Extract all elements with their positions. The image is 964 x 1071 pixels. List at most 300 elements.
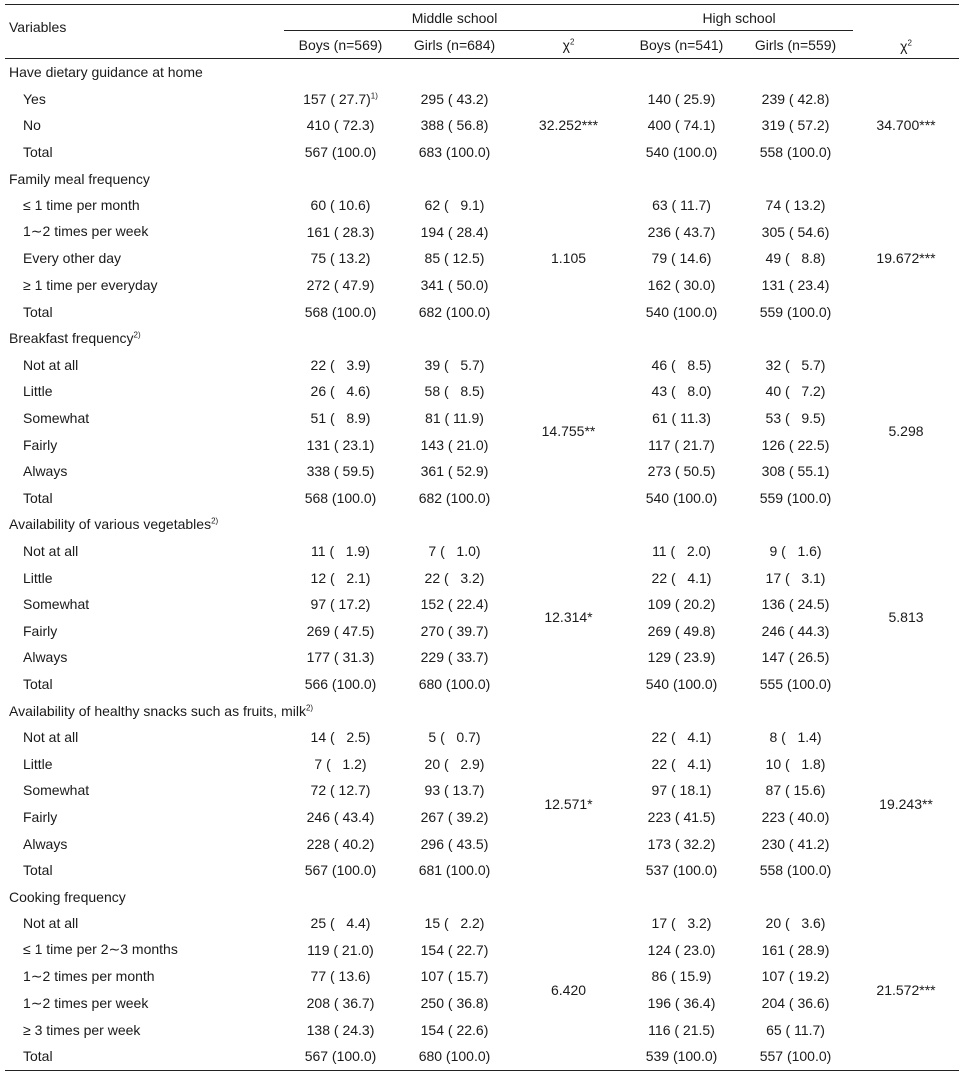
hs-boys-cell-value: 129 ( 23.9) — [647, 649, 716, 666]
ms-girls-cell-value: 15 ( 2.2) — [424, 915, 485, 932]
row-label: Not at all — [23, 915, 79, 932]
hs-boys-cell-value: 540 (100.0) — [645, 489, 718, 506]
hs-girls-cell — [738, 857, 853, 884]
hs-boys-cell — [625, 352, 738, 379]
hs-girls-cell — [738, 112, 853, 139]
ms-boys-cell — [284, 86, 397, 113]
table-row — [5, 405, 959, 432]
hs-girls-cell — [738, 990, 853, 1017]
hs-girls-cell-value: 53 ( 9.5) — [765, 410, 826, 427]
hs-girls-cell-value: 74 ( 13.2) — [765, 197, 826, 214]
hs-girls-cell-value: 32 ( 5.7) — [765, 356, 826, 373]
ms-boys-cell — [284, 458, 397, 485]
hs-girls-cell — [738, 671, 853, 698]
hs-girls-cell — [738, 139, 853, 166]
hs-girls-cell-value: 49 ( 8.8) — [765, 250, 826, 267]
hs-girls-cell — [738, 538, 853, 565]
ms-girls-cell — [397, 139, 512, 166]
section-title-row — [5, 325, 959, 352]
section-title-text: Family meal frequency — [9, 170, 150, 187]
ms-girls-cell-value: 143 ( 21.0) — [420, 436, 489, 453]
hs-boys-cell-value: 11 ( 2.0) — [652, 542, 711, 559]
table-row — [5, 724, 959, 751]
hs-boys-header: Boys (n=541) — [625, 31, 738, 59]
hs-girls-cell-value: 558 (100.0) — [759, 862, 832, 879]
hs-boys-cell-value: 117 ( 21.7) — [648, 436, 715, 453]
ms-girls-cell-value: 229 ( 33.7) — [420, 649, 489, 666]
hs-boys-cell-value: 61 ( 11.3) — [652, 410, 711, 427]
hs-girls-cell-value: 131 ( 23.4) — [761, 277, 830, 294]
hs-boys-cell-value: 22 ( 4.1) — [651, 729, 712, 746]
hs-boys-cell — [625, 671, 738, 698]
row-label: Fairly — [23, 436, 58, 453]
hs-boys-cell — [625, 617, 738, 644]
ms-girls-cell-value: 194 ( 28.4) — [420, 223, 489, 240]
hs-boys-cell — [625, 857, 738, 884]
table-row — [5, 431, 959, 458]
section-title — [5, 325, 959, 352]
ms-girls-cell — [397, 272, 512, 299]
table-body — [5, 59, 959, 1071]
row-label: Yes — [23, 90, 46, 107]
hs-boys-cell — [625, 378, 738, 405]
hs-girls-cell-value: 308 ( 55.1) — [761, 463, 830, 480]
hs-chi-cell: 34.700*** — [876, 117, 936, 134]
ms-girls-cell-value: 388 ( 56.8) — [420, 117, 489, 134]
table-row — [5, 990, 959, 1017]
hs-girls-cell — [738, 431, 853, 458]
hs-girls-cell-value: 555 (100.0) — [759, 675, 832, 692]
ms-girls-cell — [397, 86, 512, 113]
section-title-text: Cooking frequency — [9, 888, 126, 905]
ms-girls-cell — [397, 564, 512, 591]
hs-boys-cell-value: 63 ( 11.7) — [652, 197, 711, 214]
row-label: Always — [23, 649, 68, 666]
ms-girls-cell-value: 93 ( 13.7) — [424, 782, 485, 799]
ms-boys-cell-value: 12 ( 2.1) — [310, 569, 371, 586]
hs-boys-cell-value: 109 ( 20.2) — [647, 596, 716, 613]
table-row — [5, 750, 959, 777]
table-row — [5, 644, 959, 671]
hs-boys-cell-value: 540 (100.0) — [645, 303, 718, 320]
hs-girls-cell — [738, 724, 853, 751]
table-row — [5, 963, 959, 990]
hs-boys-cell — [625, 724, 738, 751]
ms-girls-cell-value: 341 ( 50.0) — [420, 277, 489, 294]
ms-chi-header: $\chi^2$ — [512, 31, 625, 59]
row-label: ≤ 1 time per month — [23, 197, 140, 214]
hs-girls-cell-value: 223 ( 40.0) — [761, 808, 830, 825]
ms-boys-cell-value: 161 ( 28.3) — [306, 223, 375, 240]
row-label: Total — [23, 489, 53, 506]
ms-girls-cell — [397, 219, 512, 246]
ms-boys-cell — [284, 671, 397, 698]
ms-boys-cell-value: 119 ( 21.0) — [307, 941, 374, 958]
row-label: Every other day — [23, 250, 122, 267]
ms-girls-cell-value: 682 (100.0) — [418, 489, 491, 506]
section-title — [5, 165, 959, 192]
table-row — [5, 777, 959, 804]
ms-chi-cell: 1.105 — [550, 250, 587, 267]
hs-boys-cell — [625, 644, 738, 671]
ms-girls-cell-value: 58 ( 8.5) — [424, 383, 485, 400]
ms-girls-cell-value: 22 ( 3.2) — [424, 569, 485, 586]
table-row — [5, 937, 959, 964]
ms-girls-cell — [397, 352, 512, 379]
hs-boys-cell — [625, 990, 738, 1017]
ms-girls-cell — [397, 485, 512, 512]
ms-girls-cell-value: 267 ( 39.2) — [420, 808, 489, 825]
ms-boys-cell-value: 138 ( 24.3) — [306, 1021, 375, 1038]
hs-girls-cell-value: 136 ( 24.5) — [761, 596, 830, 613]
hs-girls-cell — [738, 963, 853, 990]
ms-girls-cell-value: 20 ( 2.9) — [424, 755, 485, 772]
row-label: Total — [23, 303, 53, 320]
ms-girls-cell — [397, 245, 512, 272]
hs-girls-cell — [738, 804, 853, 831]
hs-boys-cell — [625, 538, 738, 565]
hs-boys-cell-value: 400 ( 74.1) — [647, 117, 716, 134]
hs-boys-cell — [625, 830, 738, 857]
hs-girls-cell — [738, 644, 853, 671]
middle-school-header: Middle school — [284, 5, 625, 31]
hs-boys-cell — [625, 485, 738, 512]
row-label: Little — [23, 755, 53, 772]
hs-girls-cell — [738, 298, 853, 325]
hs-girls-cell — [738, 1016, 853, 1043]
hs-girls-cell-value: 204 ( 36.6) — [761, 995, 830, 1012]
ms-boys-cell — [284, 192, 397, 219]
table-row — [5, 485, 959, 512]
ms-boys-cell-value: 51 ( 8.9) — [310, 410, 371, 427]
table-row — [5, 830, 959, 857]
footnote-marker: 2) — [305, 702, 314, 712]
row-label: No — [23, 117, 41, 134]
ms-girls-cell — [397, 378, 512, 405]
ms-girls-cell — [397, 591, 512, 618]
row-label: Total — [23, 675, 53, 692]
hs-boys-cell — [625, 431, 738, 458]
hs-boys-cell-value: 46 ( 8.5) — [651, 356, 712, 373]
hs-boys-cell — [625, 139, 738, 166]
variables-header: Variables — [5, 5, 284, 59]
row-label: Little — [23, 383, 53, 400]
ms-girls-header: Girls (n=684) — [397, 31, 512, 59]
hs-boys-cell-value: 97 ( 18.1) — [651, 782, 712, 799]
hs-boys-cell-value: 269 ( 49.8) — [647, 622, 716, 639]
hs-boys-cell-value: 173 ( 32.2) — [647, 835, 716, 852]
row-label: Total — [5, 1043, 284, 1070]
ms-boys-cell — [284, 1043, 397, 1070]
hs-boys-cell — [625, 963, 738, 990]
ms-boys-cell — [284, 750, 397, 777]
ms-girls-cell — [397, 538, 512, 565]
ms-girls-cell — [397, 724, 512, 751]
hs-girls-cell-value: 559 (100.0) — [759, 489, 832, 506]
row-label: 1∼2 times per week — [23, 223, 149, 240]
hs-boys-cell — [625, 86, 738, 113]
hs-boys-cell — [625, 1016, 738, 1043]
hs-boys-cell — [625, 1043, 738, 1070]
table-row — [5, 910, 959, 937]
hs-girls-cell-value: 8 ( 1.4) — [769, 729, 822, 746]
hs-boys-cell — [625, 910, 738, 937]
hs-girls-cell — [738, 192, 853, 219]
section-title — [5, 697, 959, 724]
hs-boys-cell-value: 79 ( 14.6) — [651, 250, 712, 267]
hs-girls-cell-value: 230 ( 41.2) — [761, 835, 830, 852]
hs-boys-cell — [625, 272, 738, 299]
hs-girls-cell-value: 559 (100.0) — [759, 303, 832, 320]
ms-boys-cell-value: 22 ( 3.9) — [310, 356, 371, 373]
ms-boys-cell — [284, 617, 397, 644]
table-row — [5, 1016, 959, 1043]
ms-boys-cell — [284, 830, 397, 857]
ms-boys-cell-value: 131 ( 23.1) — [306, 436, 375, 453]
ms-boys-cell-value: 272 ( 47.9) — [306, 277, 375, 294]
ms-girls-cell — [397, 937, 512, 964]
hs-boys-cell-value: 116 ( 21.5) — [648, 1021, 715, 1038]
ms-girls-cell — [397, 1043, 512, 1070]
section-title — [5, 511, 959, 538]
row-label: Not at all — [23, 729, 79, 746]
hs-girls-cell-value: 126 ( 22.5) — [761, 436, 830, 453]
hs-girls-cell — [738, 830, 853, 857]
hs-boys-cell-value: 537 (100.0) — [645, 862, 718, 879]
ms-boys-cell-value: 26 ( 4.6) — [310, 383, 371, 400]
row-label: Always — [23, 463, 68, 480]
ms-boys-cell — [284, 352, 397, 379]
hs-girls-cell — [738, 86, 853, 113]
ms-boys-cell-value: 269 ( 47.5) — [306, 622, 375, 639]
ms-boys-cell-value: 11 ( 1.9) — [311, 542, 370, 559]
hs-girls-cell-value: 9 ( 1.6) — [769, 542, 822, 559]
row-label: Fairly — [23, 622, 58, 639]
section-title-row — [5, 697, 959, 724]
hs-boys-cell — [625, 458, 738, 485]
hs-boys-cell — [625, 564, 738, 591]
footnote-marker: 1) — [370, 91, 378, 101]
ms-boys-cell-value: 566 (100.0) — [304, 675, 377, 692]
hs-boys-cell — [625, 750, 738, 777]
ms-girls-cell-value: 81 ( 11.9) — [425, 410, 484, 427]
ms-girls-cell-value: 152 ( 22.4) — [420, 596, 489, 613]
ms-girls-cell-value: 7 ( 1.0) — [428, 542, 481, 559]
ms-boys-cell — [284, 804, 397, 831]
section-title-row — [5, 165, 959, 192]
hs-chi-cell: 5.298 — [888, 423, 924, 440]
ms-boys-cell-value: 157 ( 27.7) — [303, 90, 371, 107]
table-row — [5, 272, 959, 299]
hs-chi-cell: 19.243** — [879, 795, 933, 812]
ms-boys-cell — [284, 405, 397, 432]
ms-chi-cell: 14.755** — [541, 423, 596, 440]
row-label: Little — [23, 569, 53, 586]
hs-girls-cell — [738, 750, 853, 777]
row-label: Somewhat — [23, 782, 90, 799]
row-label: ≥ 1 time per everyday — [23, 277, 158, 294]
hs-boys-cell — [625, 591, 738, 618]
ms-girls-cell — [397, 804, 512, 831]
row-label: Total — [23, 144, 53, 161]
hs-girls-cell — [738, 564, 853, 591]
section-title — [5, 59, 959, 86]
ms-chi-cell: 6.420 — [512, 910, 625, 1070]
table-row — [5, 298, 959, 325]
ms-girls-cell — [397, 617, 512, 644]
ms-girls-cell — [397, 644, 512, 671]
ms-boys-cell-value: 14 ( 2.5) — [310, 729, 371, 746]
section-title — [5, 883, 959, 910]
hs-boys-cell — [625, 245, 738, 272]
hs-girls-cell-value: 20 ( 3.6) — [765, 915, 826, 932]
ms-boys-cell — [284, 644, 397, 671]
hs-girls-cell-value: 305 ( 54.6) — [761, 223, 830, 240]
ms-girls-cell-value: 682 (100.0) — [418, 303, 491, 320]
ms-boys-cell — [284, 937, 397, 964]
table-row — [5, 352, 959, 379]
hs-boys-cell-value: 22 ( 4.1) — [651, 569, 712, 586]
table-row — [5, 245, 959, 272]
hs-girls-cell — [738, 245, 853, 272]
ms-girls-cell — [397, 857, 512, 884]
row-label: Not at all — [23, 356, 79, 373]
table-row — [5, 591, 959, 618]
hs-girls-cell-value: 161 ( 28.9) — [761, 941, 830, 958]
hs-girls-header: Girls (n=559) — [738, 31, 853, 59]
table-row — [5, 219, 959, 246]
ms-chi-cell: 12.571* — [544, 795, 593, 812]
table-row — [5, 857, 959, 884]
ms-girls-cell-value: 680 (100.0) — [418, 675, 491, 692]
ms-boys-cell-value: 208 ( 36.7) — [306, 995, 375, 1012]
table-row — [5, 804, 959, 831]
ms-boys-cell — [284, 245, 397, 272]
ms-boys-cell — [284, 485, 397, 512]
hs-boys-cell — [625, 777, 738, 804]
ms-girls-cell-value: 683 (100.0) — [418, 144, 491, 161]
row-label: Fairly — [23, 808, 58, 825]
hs-girls-cell — [738, 272, 853, 299]
ms-girls-cell — [397, 405, 512, 432]
row-label: 1∼2 times per month — [23, 967, 155, 984]
hs-boys-cell — [625, 405, 738, 432]
ms-boys-cell — [284, 963, 397, 990]
ms-boys-cell-value: 77 ( 13.6) — [310, 968, 371, 985]
hs-boys-cell-value: 17 ( 3.2) — [651, 915, 712, 932]
ms-boys-cell-value: 246 ( 43.4) — [306, 808, 375, 825]
ms-boys-cell — [284, 591, 397, 618]
ms-boys-cell — [284, 219, 397, 246]
ms-girls-cell-value: 681 (100.0) — [418, 862, 491, 879]
hs-boys-cell-value: 140 ( 25.9) — [647, 90, 716, 107]
ms-girls-cell-value: 361 ( 52.9) — [420, 463, 489, 480]
ms-girls-cell-value: 295 ( 43.2) — [420, 90, 489, 107]
hs-girls-cell — [738, 219, 853, 246]
ms-girls-cell-value: 270 ( 39.7) — [420, 622, 489, 639]
hs-girls-cell-value: 87 ( 15.6) — [765, 782, 826, 799]
ms-boys-cell-value: 568 (100.0) — [304, 303, 377, 320]
hs-girls-cell — [738, 937, 853, 964]
hs-boys-cell-value: 162 ( 30.0) — [647, 277, 716, 294]
ms-boys-cell-value: 97 ( 17.2) — [310, 596, 371, 613]
hs-boys-cell-value: 22 ( 4.1) — [651, 755, 712, 772]
hs-girls-cell-value: 246 ( 44.3) — [761, 622, 830, 639]
table-row — [5, 112, 959, 139]
ms-boys-cell-value: 338 ( 59.5) — [306, 463, 375, 480]
ms-girls-cell — [397, 750, 512, 777]
section-title-row — [5, 511, 959, 538]
hs-chi-cell: 19.672*** — [876, 250, 936, 267]
ms-boys-cell — [284, 378, 397, 405]
hs-girls-cell — [738, 910, 853, 937]
row-label: Somewhat — [23, 596, 90, 613]
ms-boys-cell — [284, 990, 397, 1017]
ms-boys-cell-value: 568 (100.0) — [304, 489, 377, 506]
section-title-row — [5, 59, 959, 86]
hs-boys-cell — [625, 192, 738, 219]
hs-boys-cell-value: 124 ( 23.0) — [647, 941, 716, 958]
ms-girls-cell — [397, 1016, 512, 1043]
table-row — [5, 192, 959, 219]
hs-boys-cell-value: 540 (100.0) — [645, 144, 718, 161]
hs-boys-cell-value: 539 (100.0) — [645, 1048, 718, 1065]
ms-boys-cell-value: 75 ( 13.2) — [310, 250, 371, 267]
ms-girls-cell — [397, 458, 512, 485]
ms-chi-cell: 32.252*** — [538, 117, 599, 134]
table-row — [5, 458, 959, 485]
ms-girls-cell-value: 154 ( 22.6) — [420, 1021, 489, 1038]
section-title-text: Availability of healthy snacks such as fruits, milk — [9, 702, 306, 719]
table-header — [5, 5, 959, 59]
ms-boys-cell — [284, 538, 397, 565]
ms-girls-cell — [397, 192, 512, 219]
hs-girls-cell — [738, 777, 853, 804]
ms-boys-cell-value: 7 ( 1.2) — [314, 755, 367, 772]
ms-girls-cell-value: 85 ( 12.5) — [424, 250, 485, 267]
ms-girls-cell — [397, 963, 512, 990]
table-row — [5, 617, 959, 644]
hs-boys-cell-value: 273 ( 50.5) — [647, 463, 716, 480]
ms-boys-cell — [284, 724, 397, 751]
ms-girls-cell-value: 250 ( 36.8) — [420, 995, 489, 1012]
row-label: Total — [23, 862, 53, 879]
hs-girls-cell-value: 557 (100.0) — [759, 1048, 832, 1065]
hs-boys-cell — [625, 298, 738, 325]
ms-girls-cell-value: 39 ( 5.7) — [424, 356, 485, 373]
hs-girls-cell — [738, 378, 853, 405]
row-label: 1∼2 times per week — [23, 994, 149, 1011]
hs-boys-cell-value: 196 ( 36.4) — [647, 995, 716, 1012]
hs-girls-cell-value: 147 ( 26.5) — [761, 649, 830, 666]
table-row — [5, 1043, 959, 1070]
ms-boys-cell — [284, 298, 397, 325]
hs-boys-cell-value: 223 ( 41.5) — [647, 808, 716, 825]
hs-girls-cell-value: 558 (100.0) — [759, 144, 832, 161]
ms-girls-cell-value: 154 ( 22.7) — [420, 941, 489, 958]
ms-chi-cell: 12.314* — [544, 609, 593, 626]
hs-boys-cell-value: 43 ( 8.0) — [651, 383, 712, 400]
ms-boys-cell-value: 567 (100.0) — [304, 144, 377, 161]
hs-chi-cell: 21.572*** — [853, 910, 959, 1070]
hs-girls-cell-value: 17 ( 3.1) — [765, 569, 826, 586]
footnote-marker: 2) — [133, 330, 141, 340]
ms-girls-cell — [397, 431, 512, 458]
ms-girls-cell — [397, 830, 512, 857]
row-label: ≥ 3 times per week — [23, 1021, 141, 1038]
hs-girls-cell-value: 239 ( 42.8) — [761, 90, 830, 107]
ms-boys-cell-value: 25 ( 4.4) — [310, 915, 371, 932]
